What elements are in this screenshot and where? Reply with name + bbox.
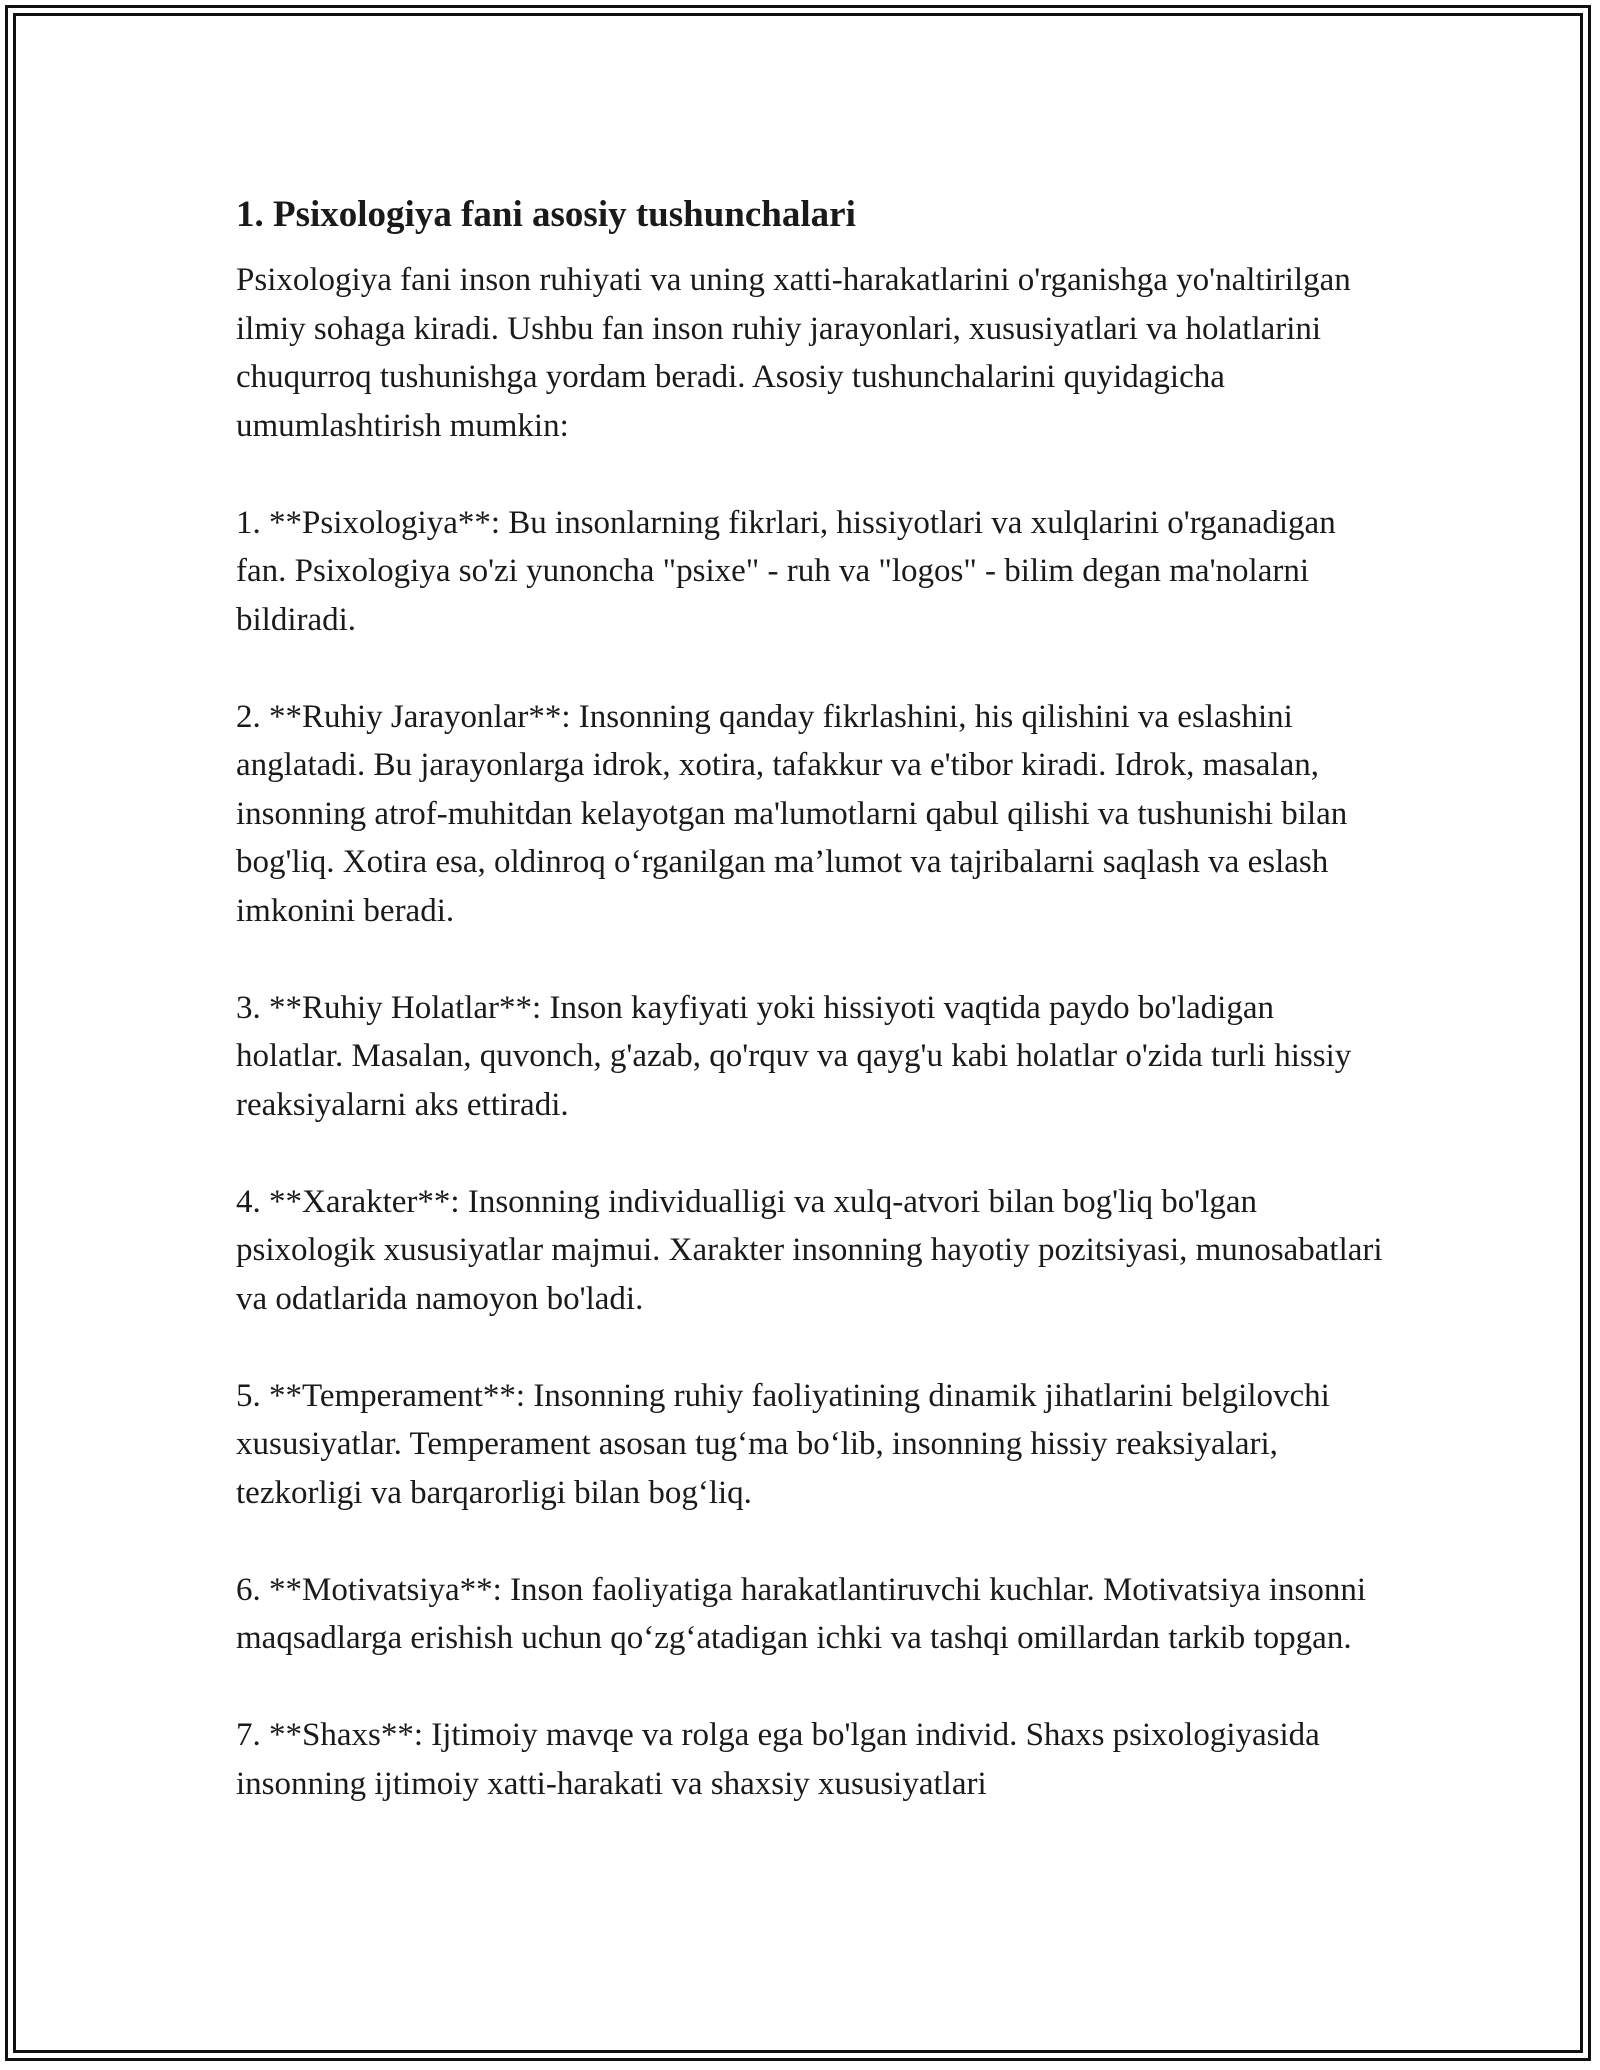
document-title: 1. Psixologiya fani asosiy tushunchalari [236,194,856,235]
intro-paragraph: Psixologiya fani inson ruhiyati va uning xatti-harakatlarini o'rganishga yo'naltirilgan ilmiy sohaga kiradi. Ushbu fan inson ruhiy jarayonlari, xususiyatlari va holatlarini chuqurroq tushunishga yordam beradi. Asosiy tushunchalarini quyidagicha umumlashtirish mumkin: [236,262,1351,444]
item-shaxs: 7. **Shaxs**: Ijtimoiy mavqe va rolga ega bo'lgan individ. Shaxs psixologiyasida insonning ijtimoiy xatti-harakati va shaxsiy xususiyatlari [236,1717,1320,1802]
item-ruhiy-holatlar: 3. **Ruhiy Holatlar**: Inson kayfiyati yoki hissiyoti vaqtida paydo bo'ladigan holatlar. Masalan, quvonch, g'azab, qo'rquv va qayg'u kabi holatlar o'zida turli hissiy reaksiyalarni aks ettiradi. [236,989,1352,1123]
document-body [236,186,1386,1808]
item-psixologiya: 1. **Psixologiya**: Bu insonlarning fikrlari, hissiyotlari va xulqlarini o'rganadigan fan. Psixologiya so'zi yunoncha "psixe" - ruh va "logos" - bilim degan ma'nolarni bildiradi. [236,504,1336,638]
item-temperament: 5. **Temperament**: Insonning ruhiy faoliyatining dinamik jihatlarini belgilovchi xususiyatlar. Temperament asosan tug‘ma bo‘lib, insonning hissiy reaksiyalari, tezkorligi va barqarorligi bilan bog‘liq. [236,1377,1330,1511]
item-ruhiy-jarayonlar: 2. **Ruhiy Jarayonlar**: Insonning qanday fikrlashini, his qilishini va eslashini anglatadi. Bu jarayonlarga idrok, xotira, tafakkur va e'tibor kiradi. Idrok, masalan, insonning atrof-muhitdan kelayotgan ma'lumotlarni qabul qilishi va tushunishi bilan bog'liq. Xotira esa, oldinroq o‘rganilgan ma’lumot va tajribalarni saqlash va eslash imkonini beradi. [236,698,1348,929]
item-xarakter: 4. **Xarakter**: Insonning individualligi va xulq-atvori bilan bog'liq bo'lgan psixologik xususiyatlar majmui. Xarakter insonning hayotiy pozitsiyasi, munosabatlari va odatlarida namoyon bo'ladi. [236,1183,1383,1317]
item-motivatsiya: 6. **Motivatsiya**: Inson faoliyatiga harakatlantiruvchi kuchlar. Motivatsiya insonni maqsadlarga erishish uchun qo‘zg‘atadigan ichki va tashqi omillardan tarkib topgan. [236,1571,1367,1656]
